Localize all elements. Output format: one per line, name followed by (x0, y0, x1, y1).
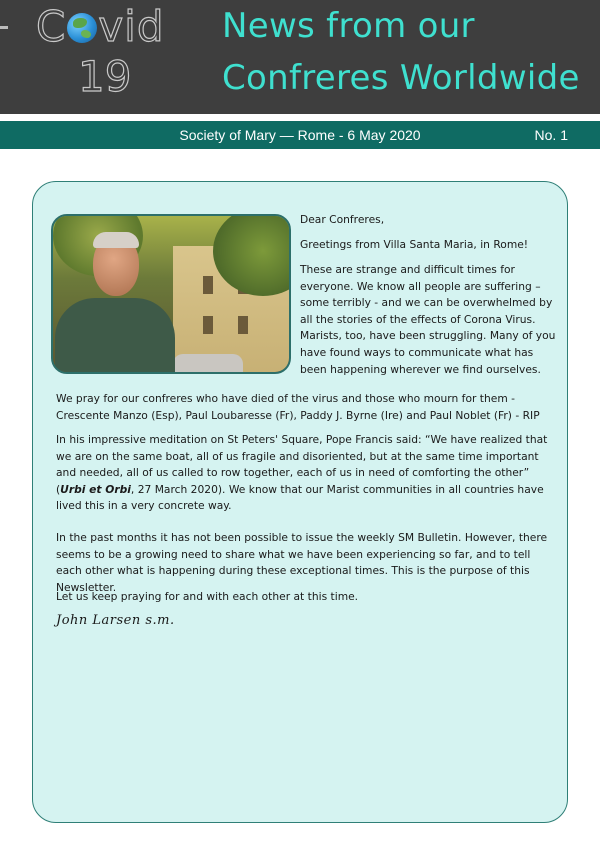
globe-icon (67, 13, 97, 43)
title-line-1: News from our (222, 6, 475, 46)
paragraph-3-text-a: In his impressive meditation on St Peters' Square, Pope Francis said: “We have realized that we are on the same boat, all of us fragile and disoriented, but at the same time important and needed, all of us called to row together, each of us in need of comforting the other” ( (56, 433, 548, 496)
paragraph-3 (56, 432, 556, 515)
title-line-2: Confreres Worldwide (222, 58, 580, 98)
paragraph-3-citation: Urbi et Orbi (60, 482, 131, 496)
covid-19-logo (36, 4, 166, 104)
photo-window (238, 316, 248, 334)
photo-window (203, 316, 213, 334)
greeting: Greetings from Villa Santa Maria, in Rome! (300, 238, 529, 251)
paragraph-4: In the past months it has not been possible to issue the weekly SM Bulletin. However, there seems to be a growing need to share what we have been experiencing so far, and to tell each other what is happening during these exceptional times. This is the purpose of this Newsletter. (56, 531, 548, 594)
paragraph-2: We pray for our confreres who have died of the virus and those who mourn for them - Crescente Manzo (Esp), Paul Loubaresse (Fr), Paddy J. Byrne (Ire) and Paul Noblet (Fr) - RIP (56, 392, 540, 422)
issue-dateline: Society of Mary — Rome - 6 May 2020 (179, 127, 421, 143)
masthead (0, 0, 600, 114)
logo-number: 19 (78, 52, 132, 101)
photo-car (173, 354, 243, 374)
photo-window (203, 276, 213, 294)
photo-person-body (55, 298, 175, 374)
logo-letters-vid: vid (98, 2, 165, 51)
paragraph-5: Let us keep praying for and with each other at this time. (56, 590, 359, 603)
salutation: Dear Confreres, (300, 213, 385, 226)
signature: John Larsen s.m. (56, 613, 175, 628)
paragraph-1: These are strange and difficult times for everyone. We know all people are suffering – some terribly - and we can be overwhelmed by all the stories of the effects of Corona Virus. Marists, too, have been struggling. Many of you have found ways to communicate what has been happening wherever we find ourselves. (300, 263, 556, 376)
issue-band (0, 121, 600, 149)
masthead-dash (0, 26, 8, 29)
newsletter-title (222, 0, 592, 104)
paragraph-3-text-b: , 27 March 2020). We know that our Marist communities in all countries have lived this in a very concrete way. (56, 482, 544, 513)
logo-word (36, 4, 165, 50)
photo-person-hair (93, 232, 139, 248)
logo-letter-c: C (36, 2, 67, 51)
author-photo (51, 214, 291, 374)
issue-number: No. 1 (534, 127, 568, 143)
